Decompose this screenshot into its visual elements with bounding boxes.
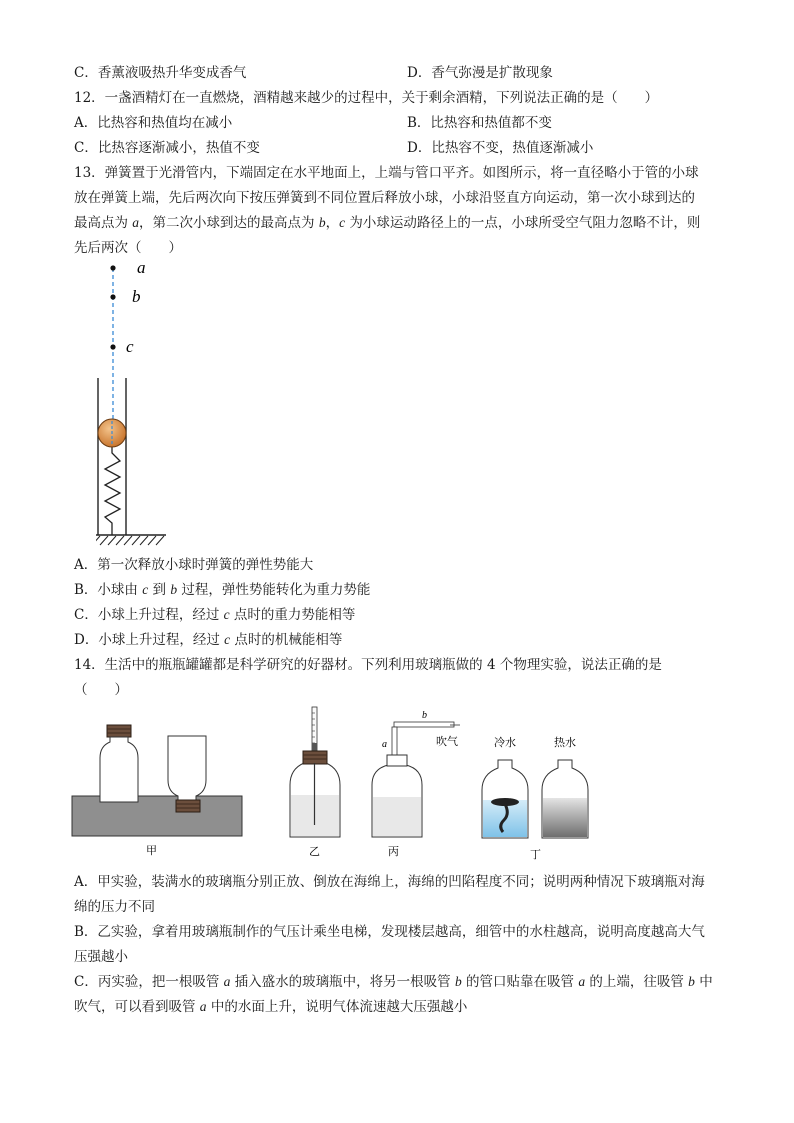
q14-option-c-line-2: 吹气，可以看到吸管 a 中的水面上升，说明气体流速越大压强越小 [74,999,468,1015]
q12-option-a: A．比热容和热值均在减小 [74,115,233,131]
caption-ding: 丁 [530,848,541,861]
q14-option-c-line-1: C．丙实验，把一根吸管 a 插入盛水的玻璃瓶中，将另一根吸管 b 的管口贴靠在吸管 a 的上端，往吸管 b 中 [74,974,713,990]
q12-option-b: B．比热容和热值都不变 [407,115,552,131]
point-a-dot [110,265,115,270]
caption-jia: 甲 [146,844,157,857]
figure-yi-barometer [284,705,356,860]
straw-b [394,722,454,727]
figure-bing-straws [364,705,474,860]
label-c: c [126,337,134,356]
q12-option-d: D．比热容不变，热值逐渐减小 [407,140,594,156]
spring [105,445,120,535]
q12-stem: 12．一盏酒精灯在一直燃烧，酒精越来越少的过程中，关于剩余酒精，下列说法正确的是（ ） [74,90,659,106]
q14-option-a-line-2: 绵的压力不同 [74,899,155,915]
q13-stem-line-2: 放在弹簧上端，先后两次向下按压弹簧到不同位置后释放小球，小球沿竖直方向运动，第一次小球到达的 [74,190,695,206]
q13-stem-line-3: 最高点为 a，第二次小球到达的最高点为 b，c 为小球运动路径上的一点，小球所受空气阻力忽略不计，则 [74,215,701,231]
label-b: b [132,287,141,306]
q13-option-c: C．小球上升过程，经过 c 点时的重力势能相等 [74,607,356,623]
q13-stem-line-1: 13．弹簧置于光滑管内，下端固定在水平地面上，上端与管口平齐。如图所示，将一直径略小于管的小球 [74,165,699,181]
point-b-dot [110,294,115,299]
q14-option-a-line-1: A．甲实验，装满水的玻璃瓶分别正放、倒放在海绵上，海绵的凹陷程度不同；说明两种情况下玻璃瓶对海 [74,874,705,890]
cold-water-label: 冷水 [494,736,516,749]
q12-option-c: C．比热容逐渐减小，热值不变 [74,140,260,156]
q13-option-a: A．第一次释放小球时弹簧的弹性势能大 [74,557,314,573]
blow-label: 吹气 [436,735,458,748]
q14-stem-line-1: 14．生活中的瓶瓶罐罐都是科学研究的好器材。下列利用玻璃瓶做的 4 个物理实验，说法正确的是 [74,657,662,673]
caption-bing: 丙 [388,845,399,858]
q14-option-b-line-2: 压强越小 [74,949,128,965]
straw-a-label: a [382,739,387,750]
hot-water-label: 热水 [554,736,576,749]
point-c-dot [110,344,115,349]
caption-yi: 乙 [309,845,320,858]
q14-stem-line-2: （ ） [74,682,128,698]
q13-stem-line-4: 先后两次（ ） [74,240,182,256]
figure-jia-bottles-on-sponge [70,720,250,860]
spring-tube-figure [96,255,196,555]
straw-b-label: b [422,710,427,721]
q13-option-d: D．小球上升过程，经过 c 点时的机械能相等 [74,632,343,648]
figure-ding-cold-hot-water [478,732,598,864]
q14-option-b-line-1: B．乙实验，拿着用玻璃瓶制作的气压计乘坐电梯，发现楼层越高，细管中的水柱越高，说明高度越高大气 [74,924,705,940]
q11-option-d: D．香气弥漫是扩散现象 [407,65,553,81]
q11-option-c: C．香薰液吸热升华变成香气 [74,65,247,81]
q13-option-b: B．小球由 c 到 b 过程，弹性势能转化为重力势能 [74,582,371,598]
label-a: a [137,258,146,277]
